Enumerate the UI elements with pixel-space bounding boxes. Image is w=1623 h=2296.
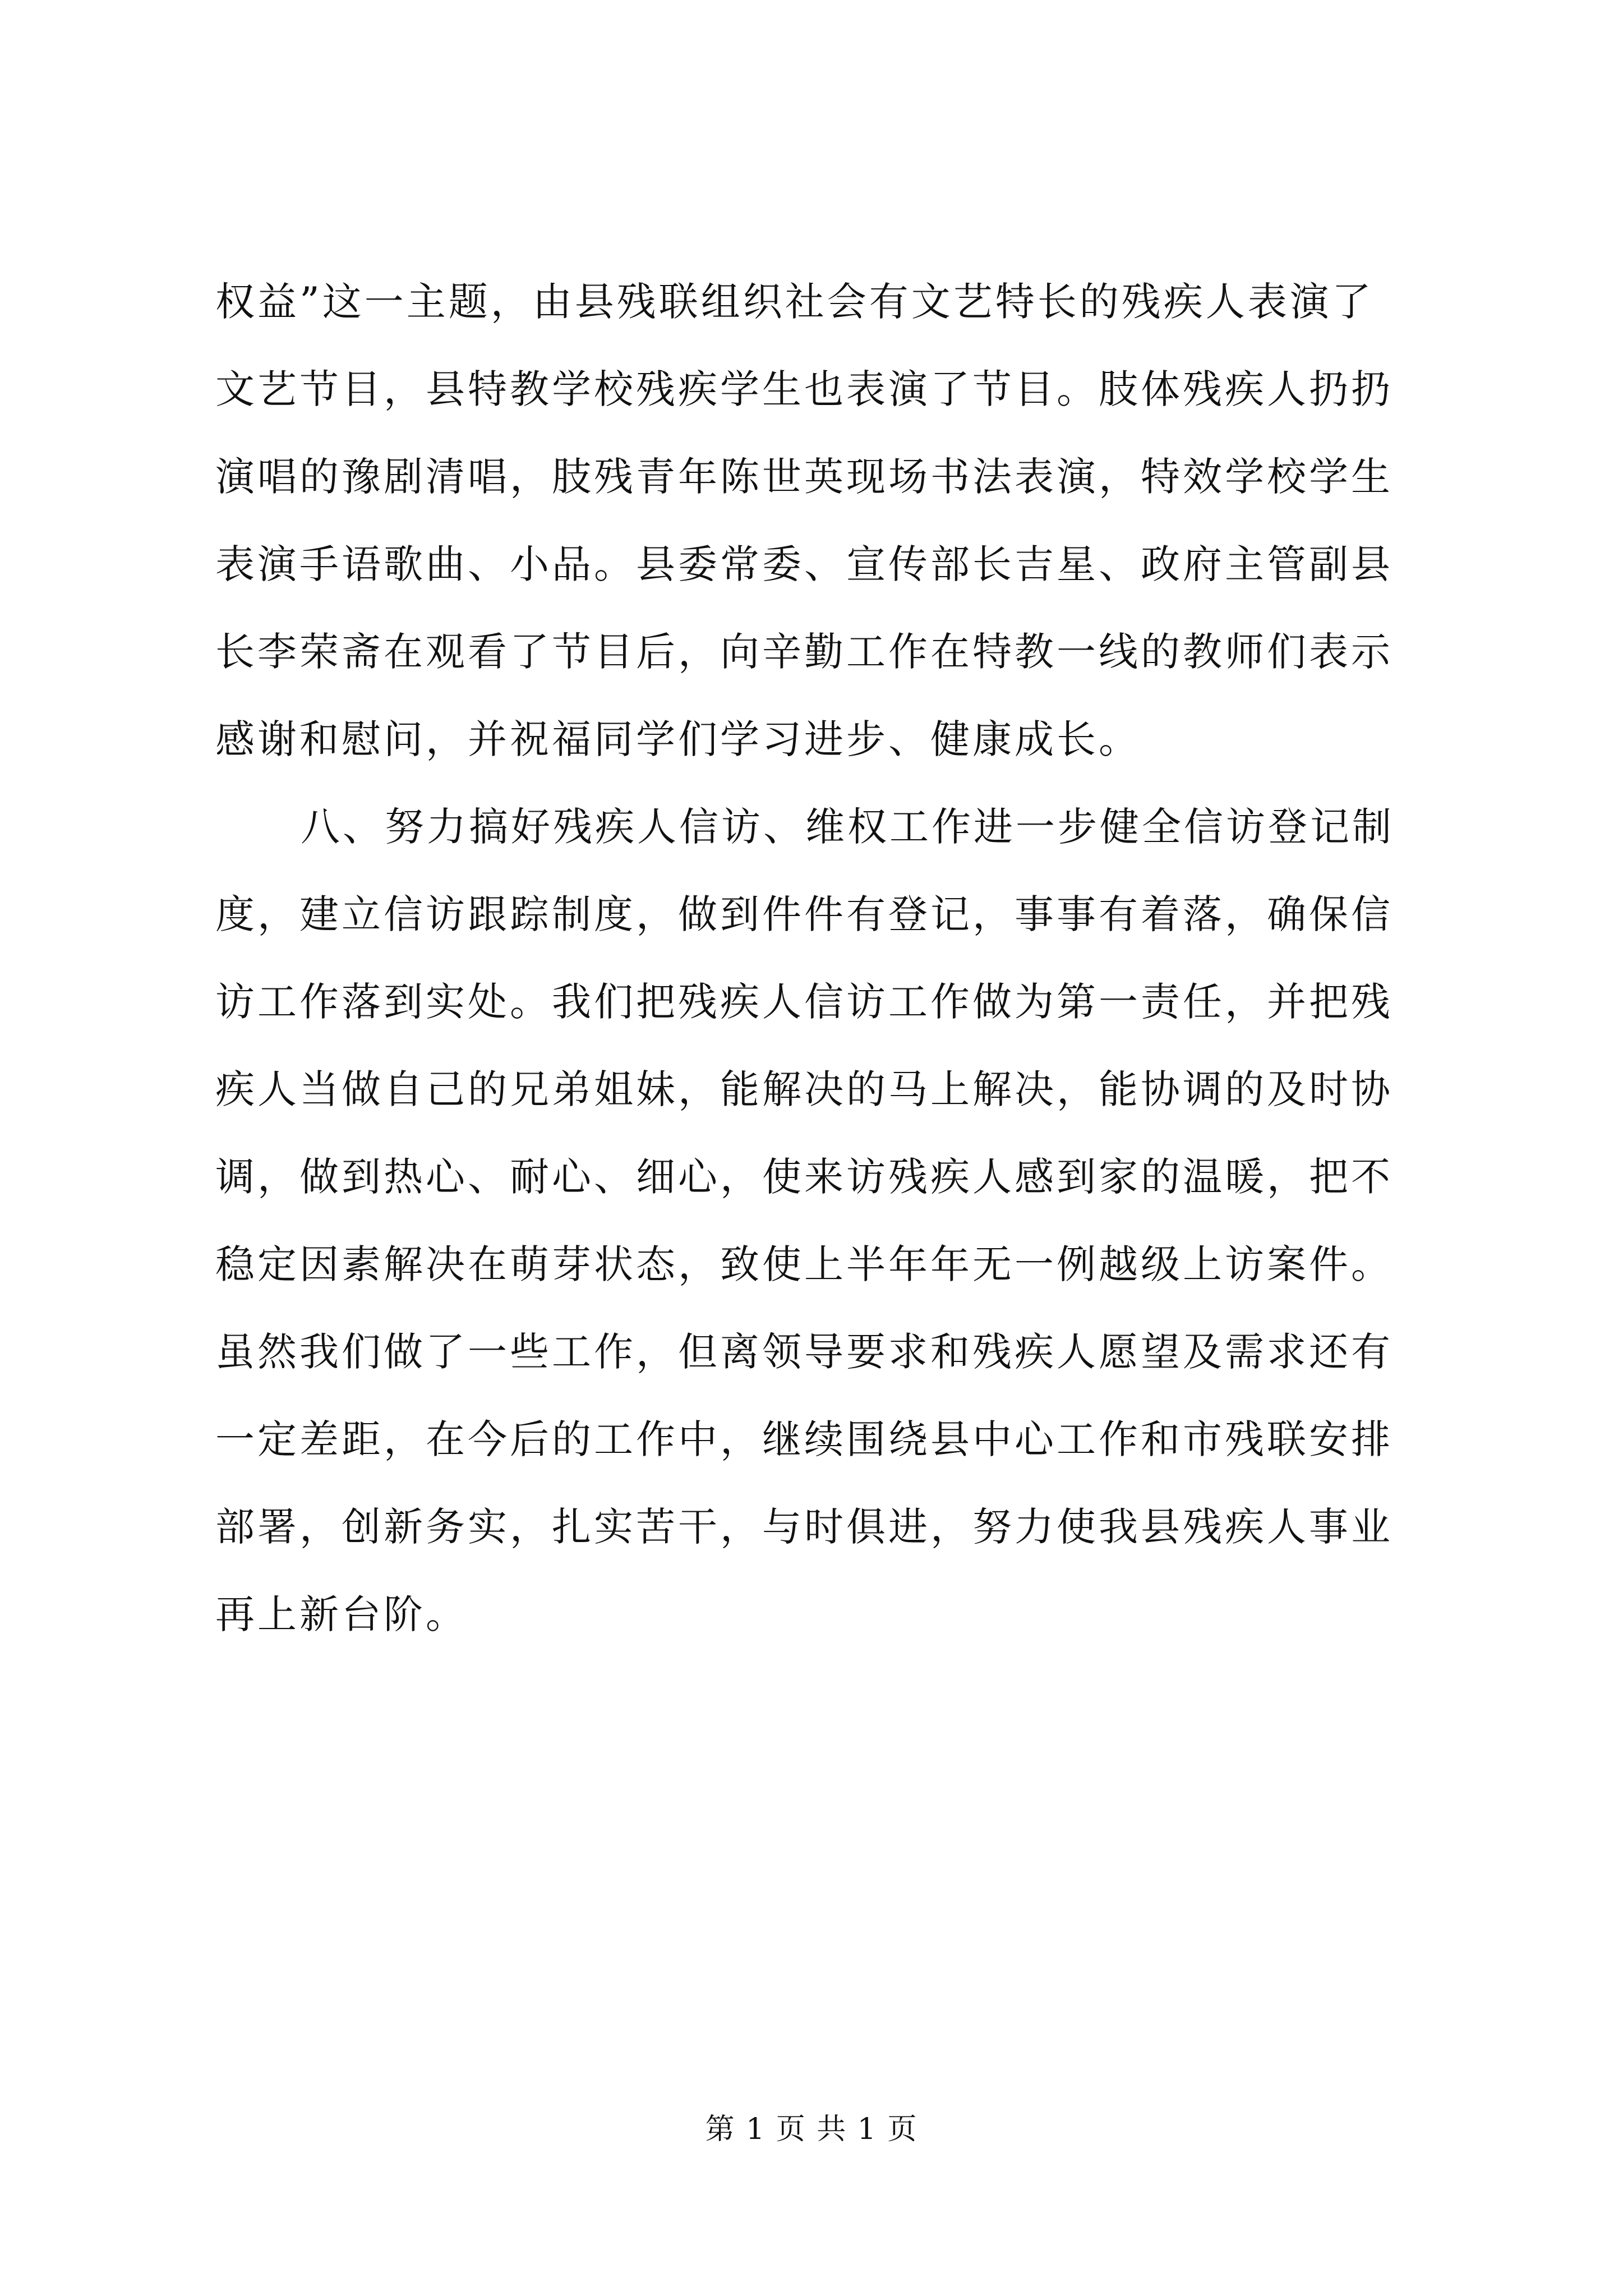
text-line: 一定差距，在今后的工作中，继续围绕县中心工作和市残联安排 [215,1416,1393,1462]
text-line: 度，建立信访跟踪制度，做到件件有登记，事事有着落，确保信 [215,891,1393,937]
text-line: 权益”这一主题，由县残联组织社会有文艺特长的残疾人表演了 [215,279,1374,325]
text-line: 文艺节目，县特教学校残疾学生也表演了节目。肢体残疾人扔扔 [215,366,1393,412]
text-line: 部署，创新务实，扎实苦干，与时俱进，努力使我县残疾人事业 [215,1504,1393,1550]
text-line: 长李荣斋在观看了节目后，向辛勤工作在特教一线的教师们表示 [215,629,1393,675]
text-line: 演唱的豫剧清唱，肢残青年陈世英现场书法表演，特效学校学生 [215,454,1393,500]
text-line: 调，做到热心、耐心、细心，使来访残疾人感到家的温暖，把不 [215,1154,1393,1200]
page-footer [0,2107,1623,2152]
text-line: 虽然我们做了一些工作，但离领导要求和残疾人愿望及需求还有 [215,1329,1393,1375]
page-number: 第 1 页 共 1 页 [705,2113,918,2146]
text-line: 疾人当做自己的兄弟姐妹，能解决的马上解决，能协调的及时协 [215,1066,1393,1112]
document-body [215,258,1410,1658]
text-line: 稳定因素解决在萌芽状态，致使上半年年无一例越级上访案件。 [215,1241,1393,1287]
paragraph-start-line: 八、努力搞好残疾人信访、维权工作进一步健全信访登记制 [301,804,1394,850]
text-line: 感谢和慰问，并祝福同学们学习进步、健康成长。 [215,716,1141,762]
text-line: 表演手语歌曲、小品。县委常委、宣传部长吉星、政府主管副县 [215,541,1393,587]
text-line: 访工作落到实处。我们把残疾人信访工作做为第一责任，并把残 [215,979,1393,1025]
text-line: 再上新台阶。 [215,1591,468,1637]
